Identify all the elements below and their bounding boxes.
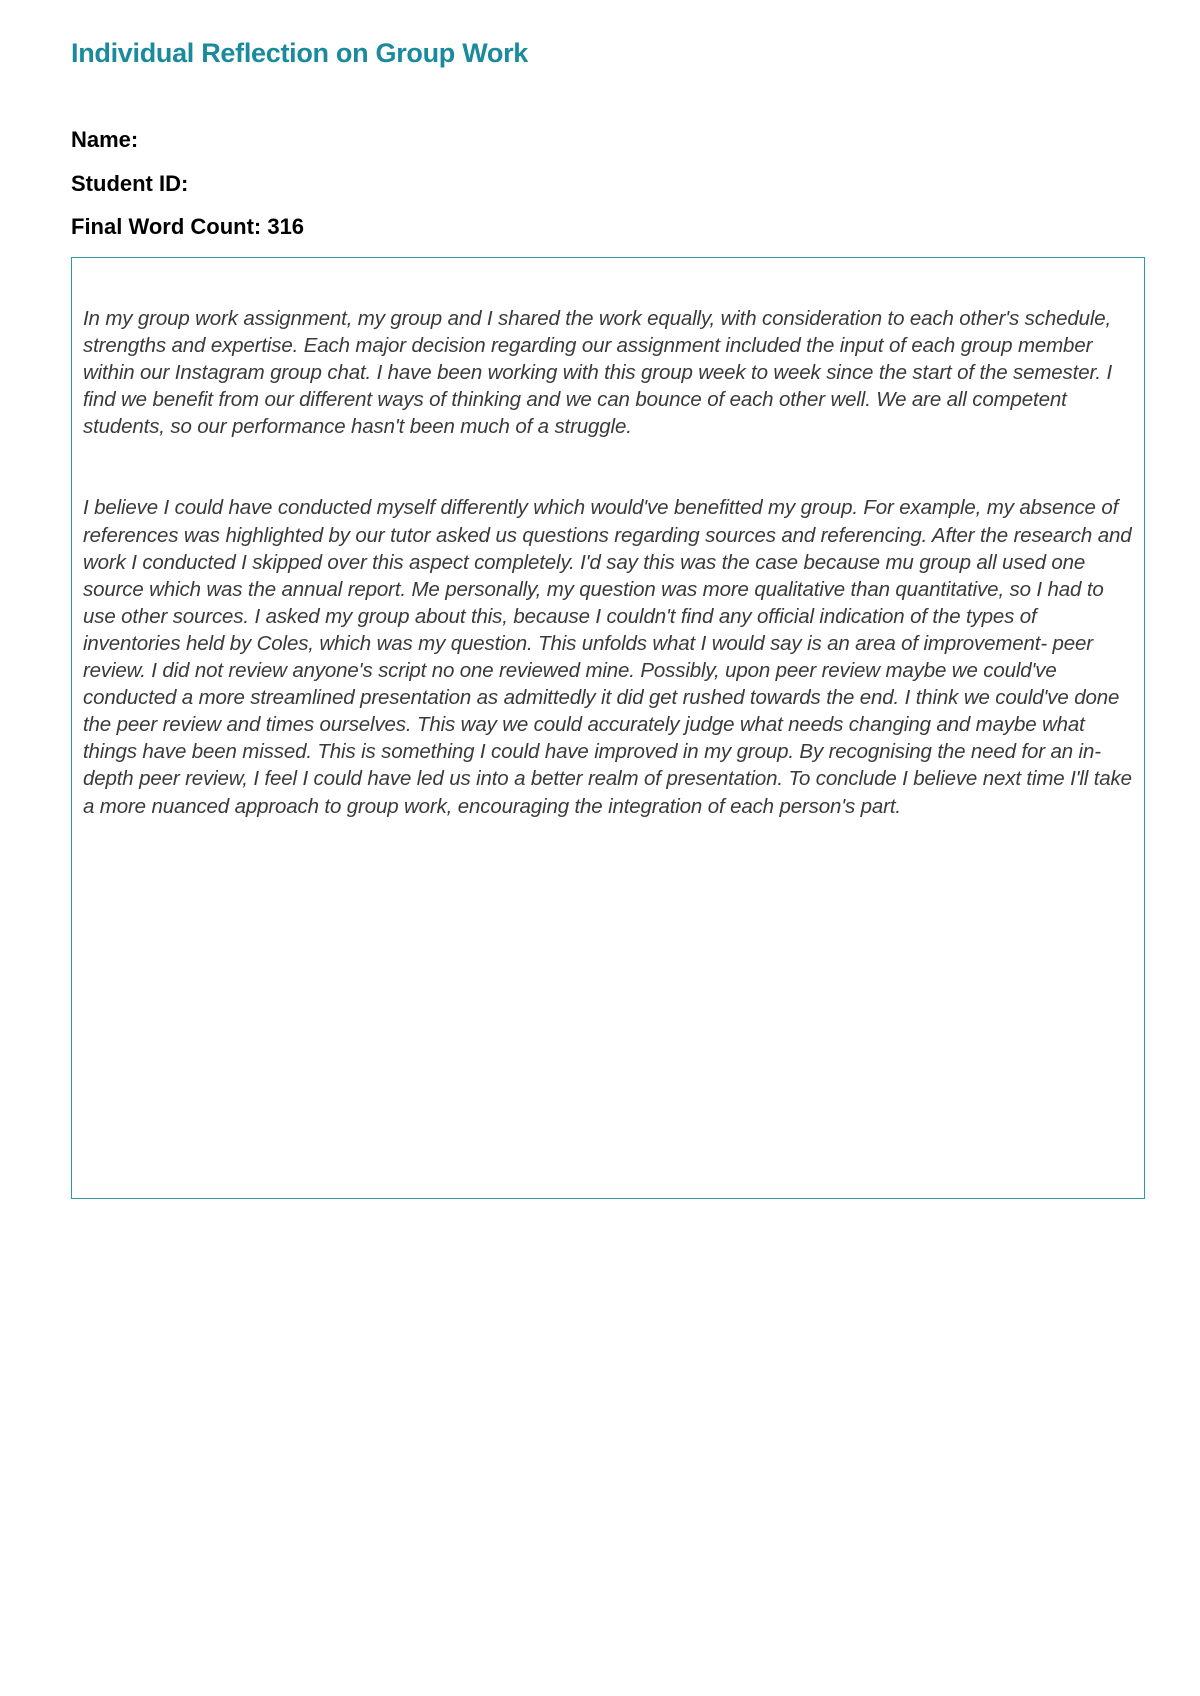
name-field-label: Name: bbox=[71, 127, 139, 152]
page-title: Individual Reflection on Group Work bbox=[71, 38, 529, 68]
reflection-text bbox=[83, 305, 1132, 820]
reflection-paragraph-1: In my group work assignment, my group and I shared the work equally, with consideration to each other's schedule, strengths and expertise. Each major decision regarding our assignment included the input of each group member within our Instagram group chat. I have been working with this group week to week since the start of the semester. I find we benefit from our different ways of thinking and we can bounce of each other well. We are all competent students, so our performance hasn't been much of a struggle. bbox=[83, 307, 1113, 439]
word-count-field-label: Final Word Count: 316 bbox=[71, 214, 305, 239]
reflection-answer-box bbox=[71, 257, 1145, 1199]
student-id-field-label: Student ID: bbox=[71, 171, 189, 196]
reflection-paragraph-2: I believe I could have conducted myself differently which would've benefitted my group. For example, my absence of references was highlighted by our tutor asked us questions regarding sources and referencing. After the research and work I conducted I skipped over this aspect completely. I'd say this was the case because mu group all used one source which was the annual report. Me personally, my question was more qualitative than quantitative, so I had to use other sources. I asked my group about this, because I couldn't find any official indication of the types of inventories held by Coles, which was my question. This unfolds what I would say is an area of improvement- peer review. I did not review anyone's script no one reviewed mine. Possibly, upon peer review maybe we could've conducted a more streamlined presentation as admittedly it did get rushed towards the end. I think we could've done the peer review and times ourselves. This way we could accurately judge what needs changing and maybe what things have been missed. This is something I could have improved in my group. By recognising the need for an in-depth peer review, I feel I could have led us into a better realm of presentation. To conclude I believe next time I'll take a more nuanced approach to group work, encouraging the integration of each person's part. bbox=[83, 496, 1132, 818]
